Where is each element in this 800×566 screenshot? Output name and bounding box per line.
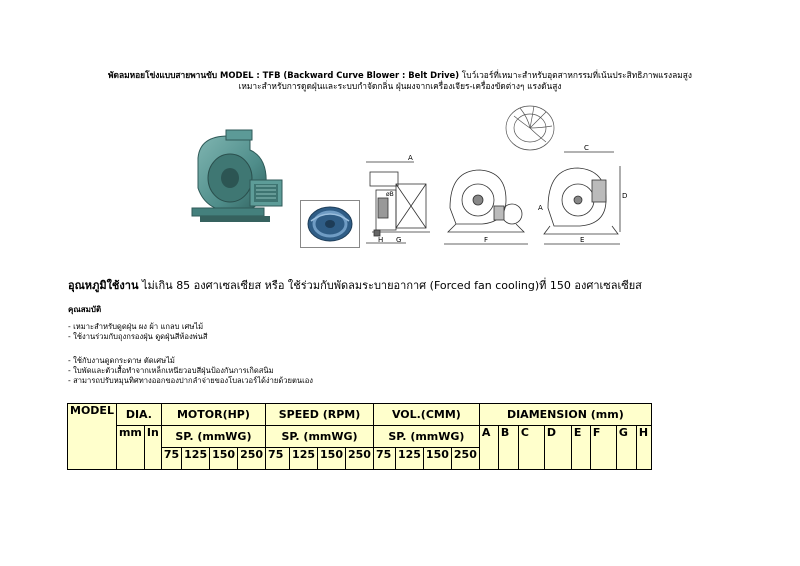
header-motor: MOTOR(HP) bbox=[161, 404, 265, 426]
header-model: MODEL bbox=[68, 404, 117, 470]
vol-pressure: 250 bbox=[451, 448, 479, 470]
end-view-drawing bbox=[534, 144, 630, 248]
dim-col-d: D bbox=[544, 426, 571, 470]
properties-group-2 bbox=[68, 356, 313, 386]
properties-group-1 bbox=[68, 322, 208, 342]
speed-pressure: 125 bbox=[290, 448, 318, 470]
header-sp-motor: SP. (mmWG) bbox=[161, 426, 265, 448]
dim-label-d: D bbox=[622, 192, 628, 200]
motor-pressure: 75 bbox=[161, 448, 181, 470]
page-header bbox=[0, 70, 800, 92]
dim-label-b: øB bbox=[386, 191, 394, 198]
table-row bbox=[68, 426, 652, 448]
property-item: - ใบพัดและตัวเสื้อทำจากเหล็กเหนียวอบสีฝุ่นป้องกันการเกิดสนิม bbox=[68, 366, 274, 375]
temperature-label: อุณหภูมิใช้งาน bbox=[68, 279, 139, 292]
dim-col-e: E bbox=[571, 426, 590, 470]
motor-pressure: 250 bbox=[238, 448, 266, 470]
header-description: โบว์เวอร์ที่เหมาะสำหรับอุตสาหกรรมที่เน้นประสิทธิภาพแรงลมสูง bbox=[461, 70, 692, 80]
dim-col-f: F bbox=[590, 426, 616, 470]
motor-pressure: 150 bbox=[210, 448, 238, 470]
dim-label-a: A bbox=[408, 154, 413, 162]
property-item: - ใช้กับงานดูดกระดาษ ตัดเศษไม้ bbox=[68, 356, 175, 365]
properties-heading: คุณสมบัติ bbox=[68, 305, 102, 314]
header-speed: SPEED (RPM) bbox=[266, 404, 374, 426]
dim-label-f: F bbox=[484, 236, 489, 244]
header-line-2: เหมาะสำหรับการดูดฝุ่นและระบบกำจัดกลิ่น ฝุ่นผงจากเครื่องเจียร-เครื่องขัดต่างๆ แรงดันสูง bbox=[238, 81, 562, 91]
dim-label-c: C bbox=[584, 144, 589, 152]
header-mm: mm bbox=[116, 426, 144, 470]
impeller-photo bbox=[300, 200, 360, 248]
header-line-1 bbox=[0, 70, 800, 81]
header-sp-speed: SP. (mmWG) bbox=[266, 426, 374, 448]
header-dia: DIA. bbox=[116, 404, 161, 426]
property-item: - ใช้งานร่วมกับถุงกรองฝุ่น ดูดฝุ่นสีห้องพ่นสี bbox=[68, 332, 208, 341]
header-dimension: DIAMENSION (mm) bbox=[479, 404, 651, 426]
dim-label-g: G bbox=[396, 236, 402, 244]
vol-pressure: 75 bbox=[373, 448, 395, 470]
front-view-drawing bbox=[440, 158, 532, 248]
header-sp-vol: SP. (mmWG) bbox=[373, 426, 479, 448]
dim-label-a-end: A bbox=[538, 204, 543, 212]
spec-table bbox=[67, 403, 652, 470]
dim-col-b: B bbox=[498, 426, 518, 470]
header-vol: VOL.(CMM) bbox=[373, 404, 479, 426]
dim-label-h: H bbox=[378, 236, 384, 244]
speed-pressure: 250 bbox=[345, 448, 373, 470]
speed-pressure: 150 bbox=[318, 448, 346, 470]
dim-col-g: G bbox=[616, 426, 636, 470]
property-item: - เหมาะสำหรับดูดฝุ่น ผง ผ้า แกลบ เศษไม้ bbox=[68, 322, 204, 331]
motor-pressure: 125 bbox=[182, 448, 210, 470]
dim-col-h: H bbox=[636, 426, 651, 470]
dim-col-c: C bbox=[518, 426, 544, 470]
temperature-text: ไม่เกิน 85 องศาเซลเซียส หรือ ใช้ร่วมกับพัดลมระบายอากาศ (Forced fan cooling)ที่ 150 องศาเซลเซียส bbox=[141, 279, 642, 292]
property-item: - สามารถปรับหมุนทิศทางออกของปากลำจ่ายของโบลเวอร์ได้ง่ายด้วยตนเอง bbox=[68, 376, 313, 385]
operating-temperature bbox=[68, 276, 642, 294]
header-model-title: พัดลมหอยโข่งแบบสายพานขับ MODEL : TFB (Backward Curve Blower : Belt Drive) bbox=[108, 70, 460, 80]
vol-pressure: 125 bbox=[395, 448, 423, 470]
side-view-drawing bbox=[362, 148, 436, 248]
speed-pressure: 75 bbox=[266, 448, 290, 470]
table-row bbox=[68, 404, 652, 426]
header-in: In bbox=[144, 426, 161, 470]
dim-label-e: E bbox=[580, 236, 585, 244]
vol-pressure: 150 bbox=[423, 448, 451, 470]
dim-col-a: A bbox=[479, 426, 498, 470]
blower-photo bbox=[180, 128, 290, 230]
